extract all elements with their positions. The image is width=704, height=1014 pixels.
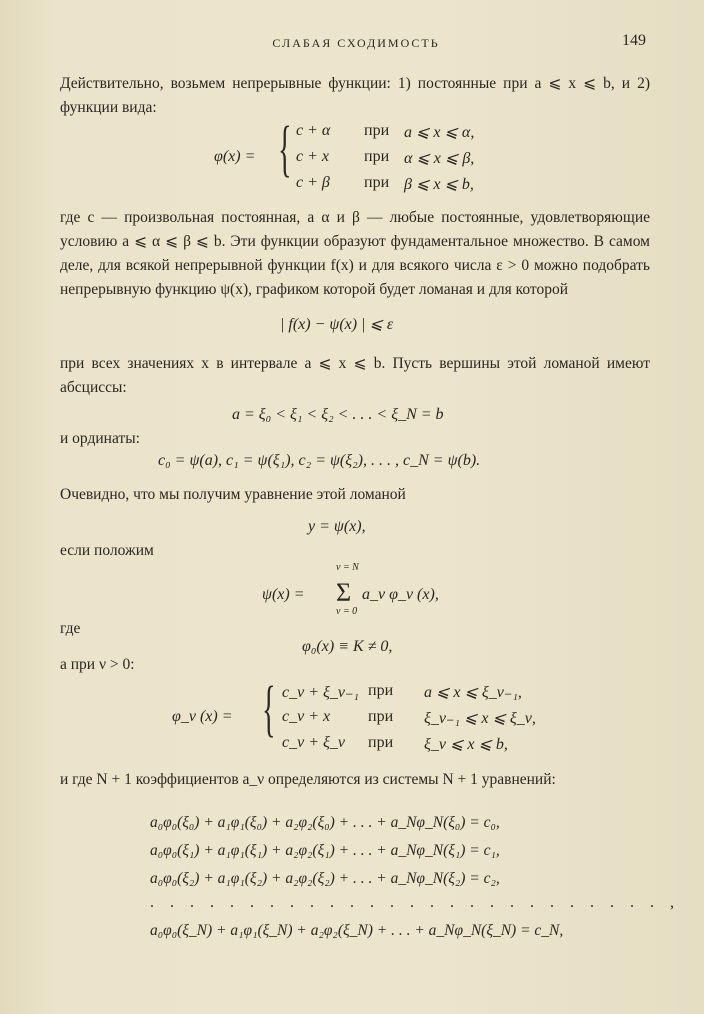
system-row-1: a₀φ₀(ξ₀) + a₁φ₁(ξ₀) + a₂φ₂(ξ₀) + . . . + a_Nφ_N(ξ₀) = c₀, [150, 814, 500, 831]
phi-nu-row-1-pri: при [368, 682, 394, 699]
phi-row-3-cond: β ⩽ x ⩽ b, [404, 176, 474, 193]
running-title: СЛАБАЯ СХОДИМОСТЬ [272, 36, 440, 50]
phi-row-2-pri: при [364, 148, 390, 165]
sum-upper-limit: ν = N [336, 562, 359, 573]
system-row-2: a₀φ₀(ξ₁) + a₁φ₁(ξ₁) + a₂φ₂(ξ₁) + . . . + a_Nφ_N(ξ₁) = c₁, [150, 842, 500, 859]
phi-row-1-expr: c + α [296, 122, 331, 139]
sum-term: a_ν φ_ν (x), [362, 586, 439, 603]
phi-row-2-cond: α ⩽ x ⩽ β, [404, 150, 475, 167]
ordinates: c₀ = ψ(a), c₁ = ψ(ξ₁), c₂ = ψ(ξ₂), . . . , c_N = ψ(b). [158, 452, 481, 469]
y-equation: y = ψ(x), [308, 518, 366, 535]
paragraph-3: при всех значениях x в интервале a ⩽ x ⩽ b. Пусть вершины этой ломаной имеют абсциссы: [60, 355, 650, 396]
if-label: если положим [60, 542, 154, 559]
system-row-3: a₀φ₀(ξ₂) + a₁φ₁(ξ₂) + a₂φ₂(ξ₂) + . . . + a_Nφ_N(ξ₂) = c₂, [150, 870, 500, 887]
system-row-last: a₀φ₀(ξ_N) + a₁φ₁(ξ_N) + a₂φ₂(ξ_N) + . . . + a_Nφ_N(ξ_N) = c_N, [150, 922, 564, 939]
ordinates-label: и ординаты: [60, 430, 140, 447]
phi-row-1-cond: a ⩽ x ⩽ α, [404, 124, 475, 141]
phi-nu-row-2-expr: c_ν + x [282, 708, 331, 725]
sum-lhs: ψ(x) = [262, 586, 305, 603]
system-ellipsis-row: . . . . . . . . . . . . . . . . . . . . . . . . . . , [150, 894, 680, 911]
sigma-symbol: Σ [336, 578, 352, 607]
page-header [60, 30, 652, 54]
phi-nu-row-3-pri: при [368, 734, 394, 751]
paragraph-2: где c — произвольная постоянная, а α и β — любые постоянные, удовлетворяющие условию a ⩽ α ⩽ β ⩽ b. Эти функции образуют фундаментальное множество. В самом деле, для всякой непрерывной функции f(x) и для всякого числа ε > 0 можно подобрать непрерывную функцию ψ(x), графиком которой будет ломаная и для которой [60, 209, 650, 298]
sum-lower-limit: ν = 0 [336, 606, 358, 617]
page-number: 149 [622, 32, 646, 49]
phi-nu-row-1-expr: c_ν + ξ_ν₋₁ [282, 684, 359, 701]
phi0-definition: φ₀(x) ≡ K ≠ 0, [302, 638, 393, 655]
left-brace-2: { [262, 675, 276, 743]
abscissas: a = ξ₀ < ξ₁ < ξ₂ < . . . < ξ_N = b [232, 406, 444, 423]
nu-label: а при ν > 0: [60, 656, 135, 673]
phi-nu-row-2-cond: ξ_ν₋₁ ⩽ x ⩽ ξ_ν, [424, 710, 536, 727]
phi-row-3-expr: c + β [296, 174, 330, 191]
phi-nu-row-3-expr: c_ν + ξ_ν [282, 734, 345, 751]
obvious-sentence: Очевидно, что мы получим уравнение этой ломаной [60, 486, 406, 503]
where-label: где [60, 620, 81, 637]
phi-row-1-pri: при [364, 122, 390, 139]
coefficients-sentence: и где N + 1 коэффициентов a_ν определяются из системы N + 1 уравнений: [60, 771, 556, 788]
intro-paragraph: Действительно, возьмем непрерывные функции: 1) постоянные при a ⩽ x ⩽ b, и 2) функции вида: [60, 75, 650, 116]
phi-nu-row-1-cond: a ⩽ x ⩽ ξ_ν₋₁, [424, 684, 522, 701]
phi-nu-lhs: φ_ν (x) = [172, 708, 233, 725]
phi-nu-row-2-pri: при [368, 708, 394, 725]
inequality: | f(x) − ψ(x) | ⩽ ε [280, 316, 394, 333]
phi-row-3-pri: при [364, 174, 390, 191]
phi-nu-row-3-cond: ξ_ν ⩽ x ⩽ b, [424, 736, 508, 753]
phi-lhs: φ(x) = [214, 148, 256, 165]
phi-row-2-expr: c + x [296, 148, 329, 165]
left-brace: { [278, 115, 292, 183]
